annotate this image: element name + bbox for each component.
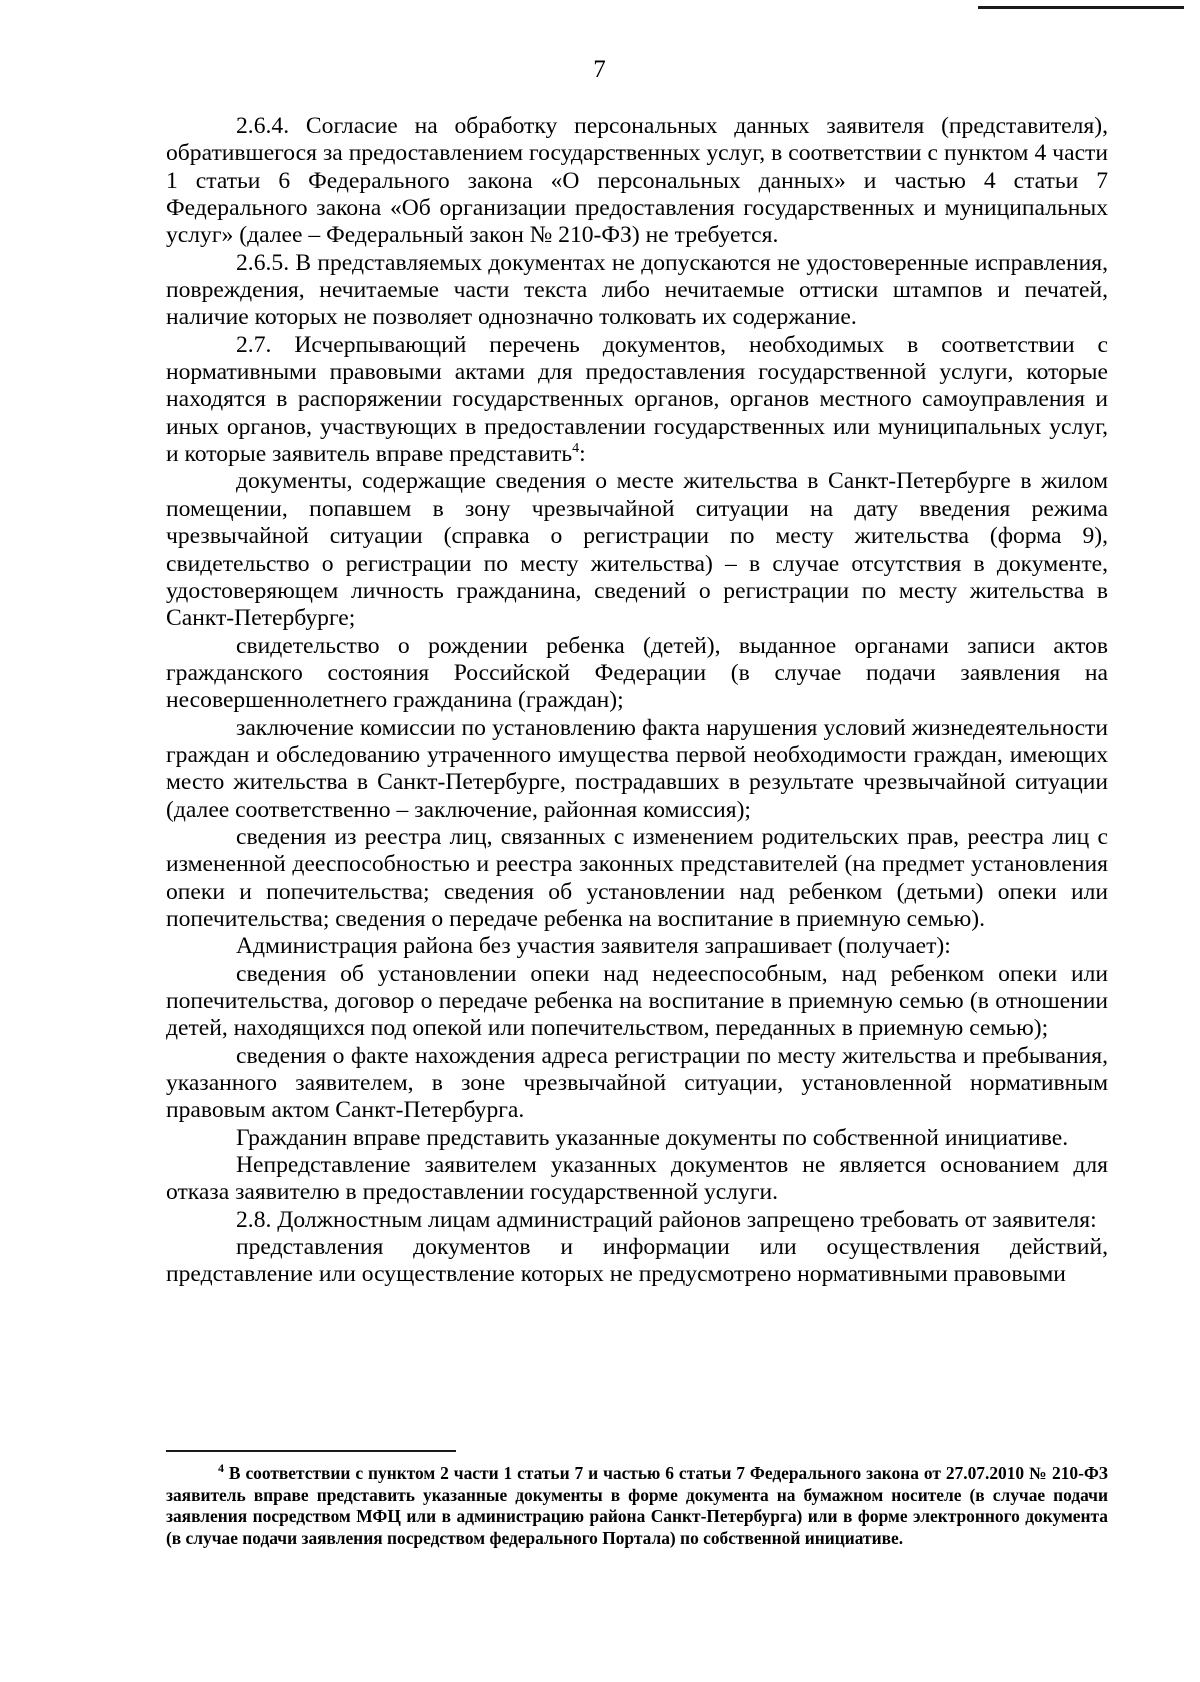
paragraph-registry-info: сведения из реестра лиц, связанных с изменением родительских прав, реестра лиц с измененной дееспособностью и реестра законных представителей (на предмет установления опеки и попечительства; сведения об установлении над ребенком (детьми) опеки или попечительства; сведения о передаче ребенка на воспитание в приемную семью). — [166, 823, 1108, 932]
footnote-marker: 4 — [218, 1461, 224, 1476]
footnote — [166, 1463, 1108, 1549]
page-number: 7 — [593, 56, 607, 83]
paragraph-2-6-5: 2.6.5. В представляемых документах не допускаются не удостоверенные исправления, повреждения, нечитаемые части текста либо нечитаемые оттиски штампов и печатей, наличие которых не позволяет однозначно толковать их содержание. — [166, 249, 1108, 331]
paragraph-prohibited-requirements: представления документов и информации или осуществления действий, представление или осуществление которых не предусмотрено нормативными правовыми — [166, 1234, 1108, 1288]
paragraph-2-6-4: 2.6.4. Согласие на обработку персональных данных заявителя (представителя), обратившегося за предоставлением государственных услуг, в соответствии с пунктом 4 части 1 статьи 6 Федерального закона «О персональных данных» и частью 4 статьи 7 Федерального закона «Об организации предоставления государственных и муниципальных услуг» (далее – Федеральный закон № 210-ФЗ) не требуется. — [166, 113, 1108, 249]
paragraph-2-7-tail: : — [579, 441, 586, 468]
paragraph-non-submission: Непредставление заявителем указанных документов не является основанием для отказа заявителю в предоставлении государственной услуги. — [166, 1152, 1108, 1206]
paragraph-2-7-text: 2.7. Исчерпывающий перечень документов, необходимых в соответствии с нормативными правовыми актами для предоставления государственной услуги, которые находятся в распоряжении государственных органов, органов местного самоуправления и иных органов, участвующих в предоставлении государственных или муниципальных услуг, и которые заявитель вправе представить — [166, 331, 1108, 468]
paragraph-residence-documents: документы, содержащие сведения о месте жительства в Санкт-Петербурге в жилом помещении, попавшем в зону чрезвычайной ситуации на дату введения режима чрезвычайной ситуации (справка о регистрации по месту жительства (форма 9), свидетельство о регистрации по месту жительства) – в случае отсутствия в документе, удостоверяющем личность гражданина, сведений о регистрации по месту жительства в Санкт-Петербурге; — [166, 468, 1108, 632]
footnote-separator — [166, 1450, 456, 1452]
top-edge-rule — [978, 6, 1184, 9]
paragraph-address-emergency-zone: сведения о факте нахождения адреса регистрации по месту жительства и пребывания, указанного заявителем, в зоне чрезвычайной ситуации, установленной нормативным правовым актом Санкт-Петербурга. — [166, 1042, 1108, 1124]
paragraph-guardianship-info: сведения об установлении опеки над недееспособным, над ребенком опеки или попечительства, договор о передаче ребенка на воспитание в приемную семью (в отношении детей, находящихся под опекой или попечительством, переданных в приемную семью); — [166, 960, 1108, 1042]
paragraph-commission-conclusion: заключение комиссии по установлению факта нарушения условий жизнедеятельности граждан и обследованию утраченного имущества первой необходимости граждан, имеющих место жительства в Санкт-Петербурге, пострадавших в результате чрезвычайной ситуации (далее соответственно – заключение, районная комиссия); — [166, 714, 1108, 823]
paragraph-birth-certificate: свидетельство о рождении ребенка (детей), выданное органами записи актов гражданского состояния Российской Федерации (в случае подачи заявления на несовершеннолетнего гражданина (граждан); — [166, 632, 1108, 714]
footnote-text: В соответствии с пунктом 2 части 1 статьи 7 и частью 6 статьи 7 Федерального закона от 27.07.2010 № 210-ФЗ заявитель вправе представить указанные документы в форме документа на бумажном носителе (в случае подачи заявления посредством МФЦ или в администрацию района Санкт-Петербурга) или в форме электронного документа (в случае подачи заявления посредством федерального Портала) по собственной инициативе. — [166, 1463, 1108, 1548]
paragraph-own-initiative: Гражданин вправе представить указанные документы по собственной инициативе. — [236, 1124, 1069, 1151]
document-body — [166, 113, 1108, 1289]
footnote-paragraph — [166, 1463, 1108, 1549]
paragraph-2-8: 2.8. Должностным лицам администраций районов запрещено требовать от заявителя: — [236, 1206, 1097, 1233]
paragraph-2-7 — [166, 332, 1108, 469]
paragraph-administration-requests: Администрация района без участия заявителя запрашивает (получает): — [236, 933, 951, 960]
footnote-reference: 4 — [572, 441, 580, 457]
